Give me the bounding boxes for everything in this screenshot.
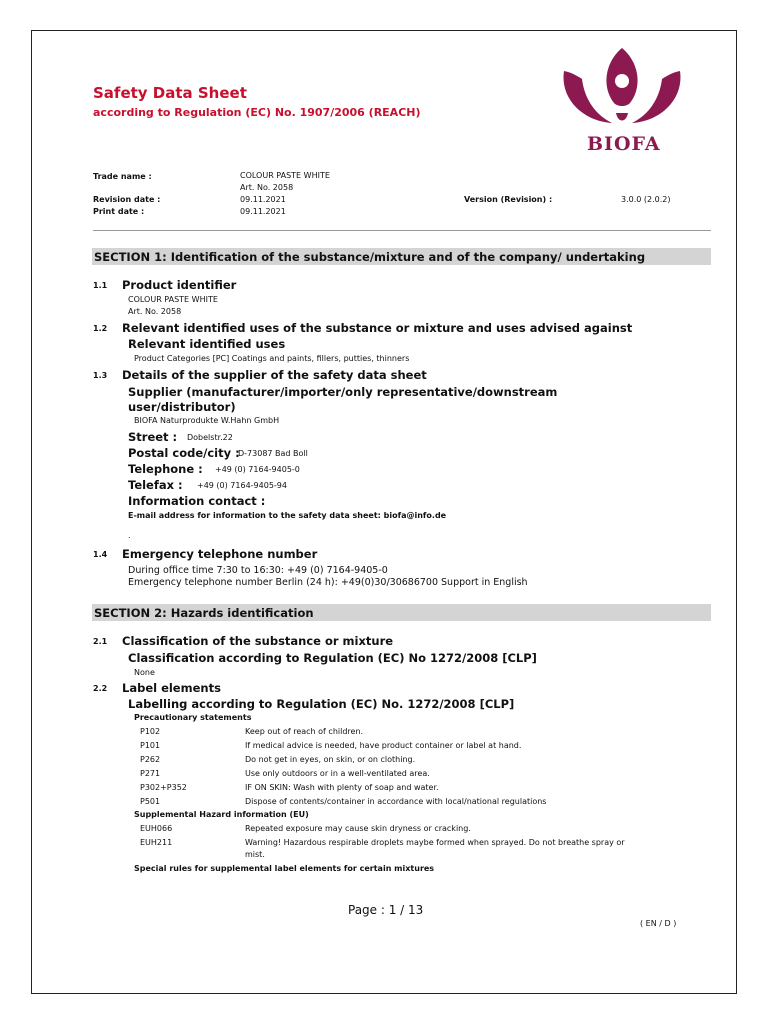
print-date-label: Print date :	[93, 207, 145, 216]
s14-line2: Emergency telephone number Berlin (24 h): +49(0)30/30686700 Support in English	[128, 577, 528, 588]
s12-subheading: Relevant identified uses	[128, 337, 286, 351]
revision-date-value: 09.11.2021	[240, 195, 286, 204]
s21-text: None	[134, 668, 155, 677]
s12-number: 1.2	[93, 324, 108, 333]
precautionary-code: P271	[140, 769, 161, 778]
section2-title: SECTION 2: Hazards identification	[94, 606, 314, 620]
information-contact-label: Information contact :	[128, 494, 266, 508]
logo-text: BIOFA	[587, 133, 661, 155]
supplemental-text: Repeated exposure may cause skin dryness or cracking.	[245, 824, 471, 833]
precautionary-text: Dispose of contents/container in accordance with local/national regulations	[245, 797, 547, 806]
biofa-logo	[552, 43, 692, 168]
s22-title: Label elements	[122, 681, 221, 695]
version-label: Version (Revision) :	[464, 195, 553, 204]
revision-date-label: Revision date :	[93, 195, 161, 204]
s13-subheading-2: user/distributor)	[128, 400, 236, 414]
s11-number: 1.1	[93, 281, 108, 290]
precautionary-text: IF ON SKIN: Wash with plenty of soap and water.	[245, 783, 439, 792]
flower-logo-icon	[552, 43, 692, 138]
s21-number: 2.1	[93, 637, 108, 646]
s22-subheading: Labelling according to Regulation (EC) No. 1272/2008 [CLP]	[128, 697, 515, 711]
telefax-label: Telefax :	[128, 478, 183, 492]
s14-title: Emergency telephone number	[122, 547, 318, 561]
street-value: Dobelstr.22	[187, 433, 233, 442]
supplemental-code: EUH066	[140, 824, 173, 833]
s21-title: Classification of the substance or mixture	[122, 634, 394, 648]
trade-name-label: Trade name :	[93, 172, 152, 181]
telephone-value: +49 (0) 7164-9405-0	[215, 465, 300, 474]
document-title: Safety Data Sheet	[93, 84, 247, 102]
precautionary-text: Use only outdoors or in a well-ventilated area.	[245, 769, 430, 778]
s13-subheading-1: Supplier (manufacturer/importer/only representative/downstream	[128, 385, 558, 399]
telephone-label: Telephone :	[128, 462, 203, 476]
print-date-value: 09.11.2021	[240, 207, 286, 216]
dot-line: .	[128, 531, 131, 540]
supplemental-text: Warning! Hazardous respirable droplets maybe formed when sprayed. Do not breathe spray or	[245, 838, 625, 847]
section1-title: SECTION 1: Identification of the substance/mixture and of the company/ undertaking	[94, 250, 646, 264]
precautionary-code: P262	[140, 755, 161, 764]
s22-number: 2.2	[93, 684, 108, 693]
precautionary-text: If medical advice is needed, have product container or label at hand.	[245, 741, 522, 750]
precautionary-code: P101	[140, 741, 161, 750]
s12-title: Relevant identified uses of the substance or mixture and uses advised against	[122, 321, 633, 335]
precautionary-text: Do not get in eyes, on skin, or on clothing.	[245, 755, 416, 764]
supplier-company: BIOFA Naturprodukte W.Hahn GmbH	[134, 416, 280, 425]
s13-number: 1.3	[93, 371, 108, 380]
s11-line1: COLOUR PASTE WHITE	[128, 295, 218, 304]
s13-title: Details of the supplier of the safety data sheet	[122, 368, 427, 382]
header-divider	[93, 230, 711, 231]
supplemental-text-continued: mist.	[245, 850, 265, 859]
telefax-value: +49 (0) 7164-9405-94	[197, 481, 287, 490]
art-no-value: Art. No. 2058	[240, 183, 294, 192]
special-rules-label: Special rules for supplemental label elements for certain mixtures	[134, 864, 435, 873]
s21-subheading: Classification according to Regulation (EC) No 1272/2008 [CLP]	[128, 651, 537, 665]
s12-text: Product Categories [PC] Coatings and paints, fillers, putties, thinners	[134, 354, 410, 363]
precautionary-code: P501	[140, 797, 161, 806]
version-value: 3.0.0 (2.0.2)	[621, 195, 671, 204]
page-number: Page : 1 / 13	[348, 903, 424, 917]
document-subtitle: according to Regulation (EC) No. 1907/2006 (REACH)	[93, 106, 421, 119]
street-label: Street :	[128, 430, 178, 444]
s11-title: Product identifier	[122, 278, 237, 292]
postal-value: D-73087 Bad Boll	[238, 449, 308, 458]
email-info-line: E-mail address for information to the safety data sheet: biofa@info.de	[128, 511, 447, 520]
precautionary-text: Keep out of reach of children.	[245, 727, 364, 736]
precautionary-code: P102	[140, 727, 161, 736]
s14-number: 1.4	[93, 550, 108, 559]
document-page	[31, 30, 737, 994]
s11-line2: Art. No. 2058	[128, 307, 182, 316]
postal-label: Postal code/city :	[128, 446, 240, 460]
s14-line1: During office time 7:30 to 16:30: +49 (0) 7164-9405-0	[128, 565, 388, 576]
language-code: ( EN / D )	[640, 919, 677, 928]
supplemental-code: EUH211	[140, 838, 173, 847]
precautionary-code: P302+P352	[140, 783, 187, 792]
trade-name-value: COLOUR PASTE WHITE	[240, 171, 330, 180]
precautionary-label: Precautionary statements	[134, 713, 252, 722]
supplemental-label: Supplemental Hazard information (EU)	[134, 810, 309, 819]
